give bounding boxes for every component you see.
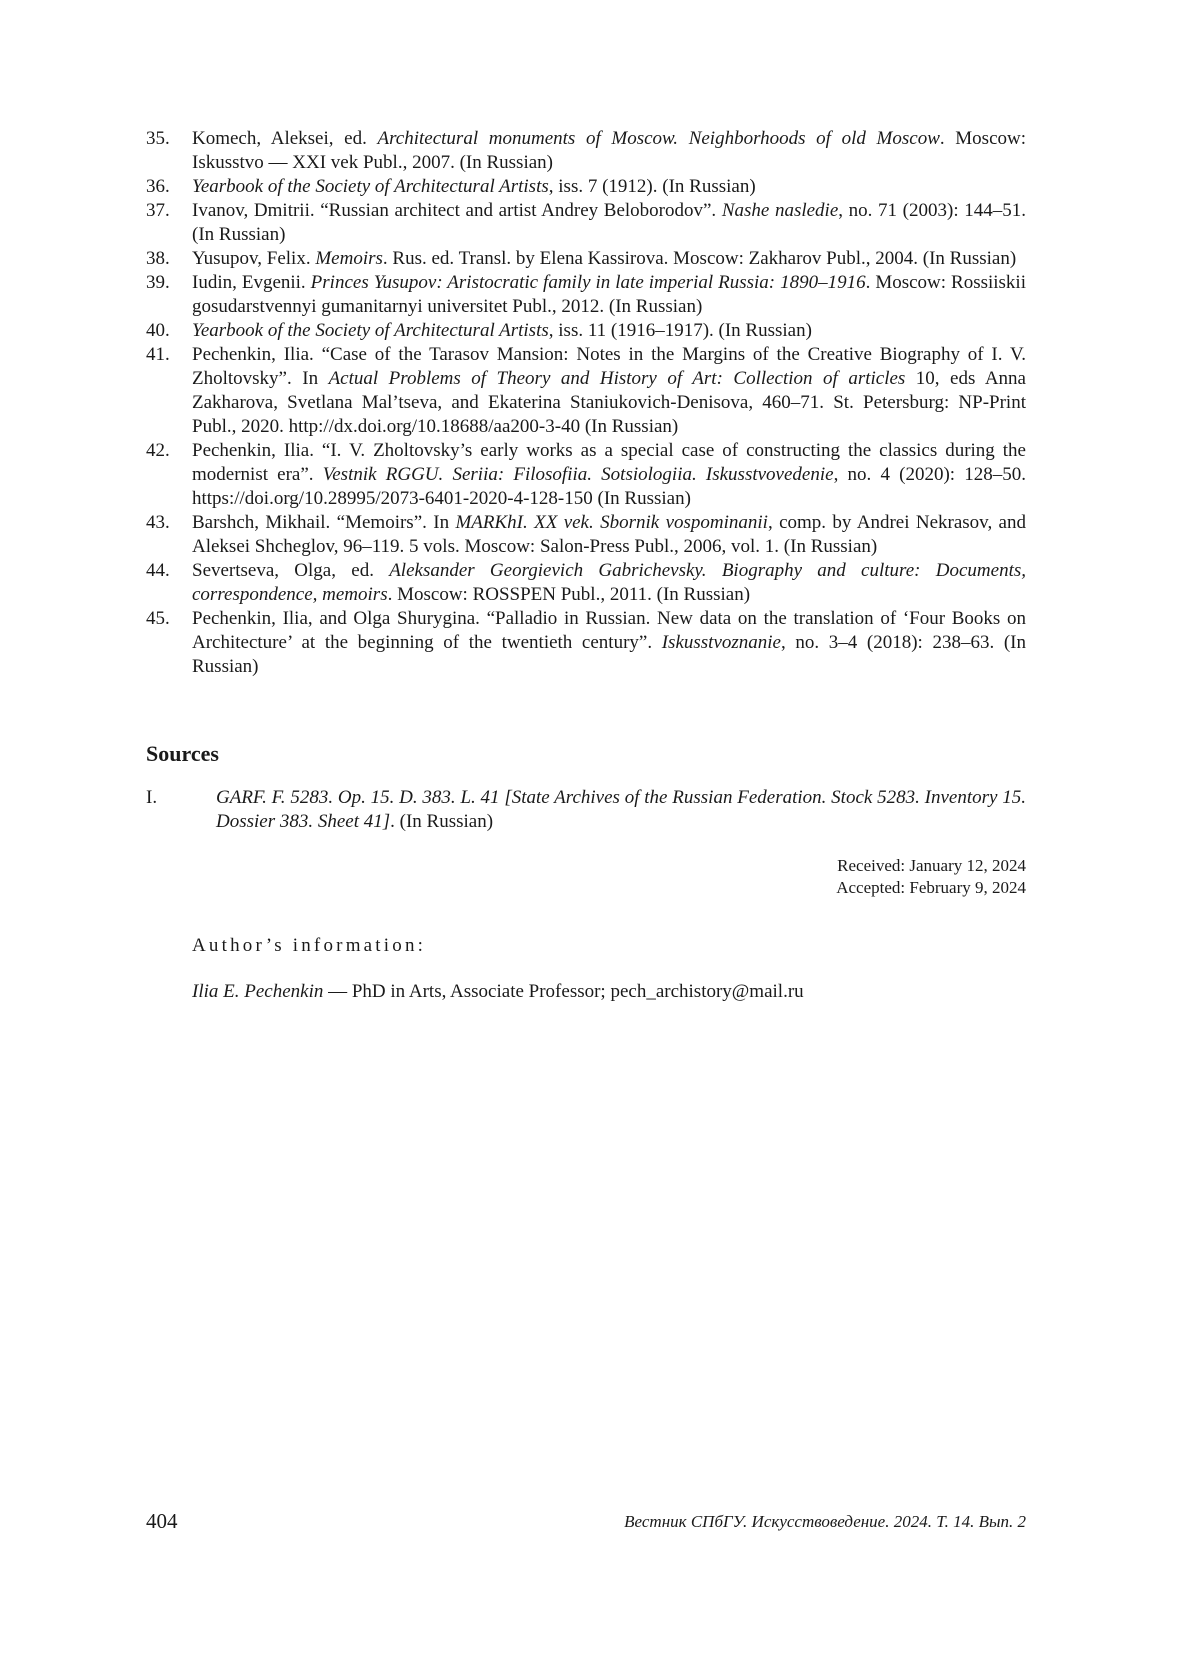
- reference-title: Iskusstvoznanie: [661, 632, 781, 653]
- reference-text: Pechenkin, Ilia, and Olga Shurygina. “Palladio in Russian. New data on the translation of ‘Four Books on Architecture’ at the beginning of the twentieth century”.: [192, 608, 1026, 653]
- reference-item: [146, 271, 1026, 319]
- author-name: Ilia E. Pechenkin: [192, 981, 324, 1002]
- reference-number: 45.: [146, 608, 170, 629]
- reference-text: , iss. 7 (1912). (In Russian): [548, 176, 756, 197]
- reference-text: 10, eds Anna Zakharova, Svetlana Mal’tseva, and Ekaterina Staniukovich-Denisova, 460–71. St. Petersburg: NP-Print Publ., 2020. http://dx.doi.org/10.18688/aa200-3-40 (In Russian): [192, 368, 1026, 437]
- reference-number: 38.: [146, 248, 170, 269]
- source-text: [146, 786, 1026, 834]
- author-info: [192, 980, 804, 1004]
- reference-text: Komech, Aleksei, ed.: [192, 128, 378, 149]
- reference-number: 36.: [146, 176, 170, 197]
- reference-item: [146, 439, 1026, 511]
- reference-title: Princes Yusupov: Aristocratic family in late imperial Russia: 1890–1916: [310, 272, 866, 293]
- reference-text: Severtseva, Olga, ed.: [192, 560, 390, 581]
- reference-text: , iss. 11 (1916–1917). (In Russian): [548, 320, 812, 341]
- page-number: 404: [146, 1509, 178, 1533]
- reference-item: [146, 127, 1026, 175]
- reference-title: Yearbook of the Society of Architectural Artists: [192, 176, 549, 197]
- reference-number: 37.: [146, 200, 170, 221]
- reference-text: Barshch, Mikhail. “Memoirs”. In: [192, 512, 456, 533]
- source-number: I.: [146, 787, 158, 808]
- reference-title: Nashe nasledie: [721, 200, 839, 221]
- reference-item: [146, 319, 1026, 343]
- reference-number: 42.: [146, 440, 170, 461]
- source-note: . (In Russian): [390, 811, 494, 832]
- journal-running-footer: Вестник СПбГУ. Искусствоведение. 2024. Т. 14. Вып. 2: [624, 1512, 1026, 1531]
- reference-list: [146, 127, 1026, 679]
- reference-number: 41.: [146, 344, 170, 365]
- source-item: [146, 786, 1026, 834]
- reference-text: , no. 71 (2003): 144–51. (In Russian): [192, 200, 1026, 245]
- reference-title: Architectural monuments of Moscow. Neighborhoods of old Moscow: [377, 128, 940, 149]
- reference-text: Yusupov, Felix.: [192, 248, 316, 269]
- reference-number: 44.: [146, 560, 170, 581]
- reference-title: Memoirs: [315, 248, 383, 269]
- source-title: GARF. F. 5283. Op. 15. D. 383. L. 41 [State Archives of the Russian Federation. Stock 5283. Inventory 15. Dossier 383. Sheet 41]: [216, 787, 1026, 832]
- reference-text: , comp. by Andrei Nekrasov, and Aleksei Shcheglov, 96–119. 5 vols. Moscow: Salon-Press Publ., 2006, vol. 1. (In Russian): [192, 512, 1026, 557]
- author-info-heading: Author’s information:: [192, 935, 427, 956]
- reference-title: Aleksander Georgievich Gabrichevsky. Biography and culture: Documents, correspondence, memoirs: [192, 560, 1026, 605]
- reference-text: , no. 3–4 (2018): 238–63. (In Russian): [192, 632, 1026, 677]
- accepted-date: Accepted: February 9, 2024: [836, 878, 1026, 897]
- reference-item: [146, 343, 1026, 439]
- reference-number: 43.: [146, 512, 170, 533]
- reference-title: Vestnik RGGU. Seriia: Filosofiia. Sotsiologiia. Iskusstvovedenie: [322, 464, 834, 485]
- reference-text: Iudin, Evgenii.: [192, 272, 311, 293]
- reference-text: Pechenkin, Ilia. “I. V. Zholtovsky’s early works as a special case of constructing the classics during the modernist era”.: [192, 440, 1026, 485]
- reference-item: [146, 511, 1026, 559]
- reference-text: . Rus. ed. Transl. by Elena Kassirova. Moscow: Zakharov Publ., 2004. (In Russian): [382, 248, 1017, 269]
- reference-title: MARKhI. XX vek. Sbornik vospominanii: [455, 512, 768, 533]
- reference-item: [146, 175, 1026, 199]
- reference-text: , no. 4 (2020): 128–50. https://doi.org/10.28995/2073-6401-2020-4-128-150 (In Russian): [192, 464, 1026, 509]
- reference-title: Yearbook of the Society of Architectural Artists: [192, 320, 549, 341]
- reference-item: [146, 199, 1026, 247]
- reference-text: Pechenkin, Ilia. “Case of the Tarasov Mansion: Notes in the Margins of the Creative Biography of I. V. Zholtovsky”. In: [192, 344, 1026, 389]
- reference-title: Actual Problems of Theory and History of Art: Collection of articles: [328, 368, 906, 389]
- sources-heading: Sources: [146, 741, 219, 766]
- article-dates: [836, 855, 1026, 899]
- reference-text: Ivanov, Dmitrii. “Russian architect and artist Andrey Beloborodov”.: [192, 200, 722, 221]
- reference-text: . Moscow: ROSSPEN Publ., 2011. (In Russian): [387, 584, 751, 605]
- reference-item: [146, 607, 1026, 679]
- reference-number: 40.: [146, 320, 170, 341]
- reference-text: . Moscow: Iskusstvo — XXI vek Publ., 2007. (In Russian): [192, 128, 1026, 173]
- reference-text: . Moscow: Rossiiskii gosudarstvennyi gumanitarnyi universitet Publ., 2012. (In Russian): [192, 272, 1026, 317]
- reference-number: 39.: [146, 272, 170, 293]
- reference-number: 35.: [146, 128, 170, 149]
- reference-item: [146, 559, 1026, 607]
- author-details: — PhD in Arts, Associate Professor; pech_archistory@mail.ru: [323, 981, 804, 1002]
- received-date: Received: January 12, 2024: [837, 856, 1026, 875]
- reference-item: [146, 247, 1026, 271]
